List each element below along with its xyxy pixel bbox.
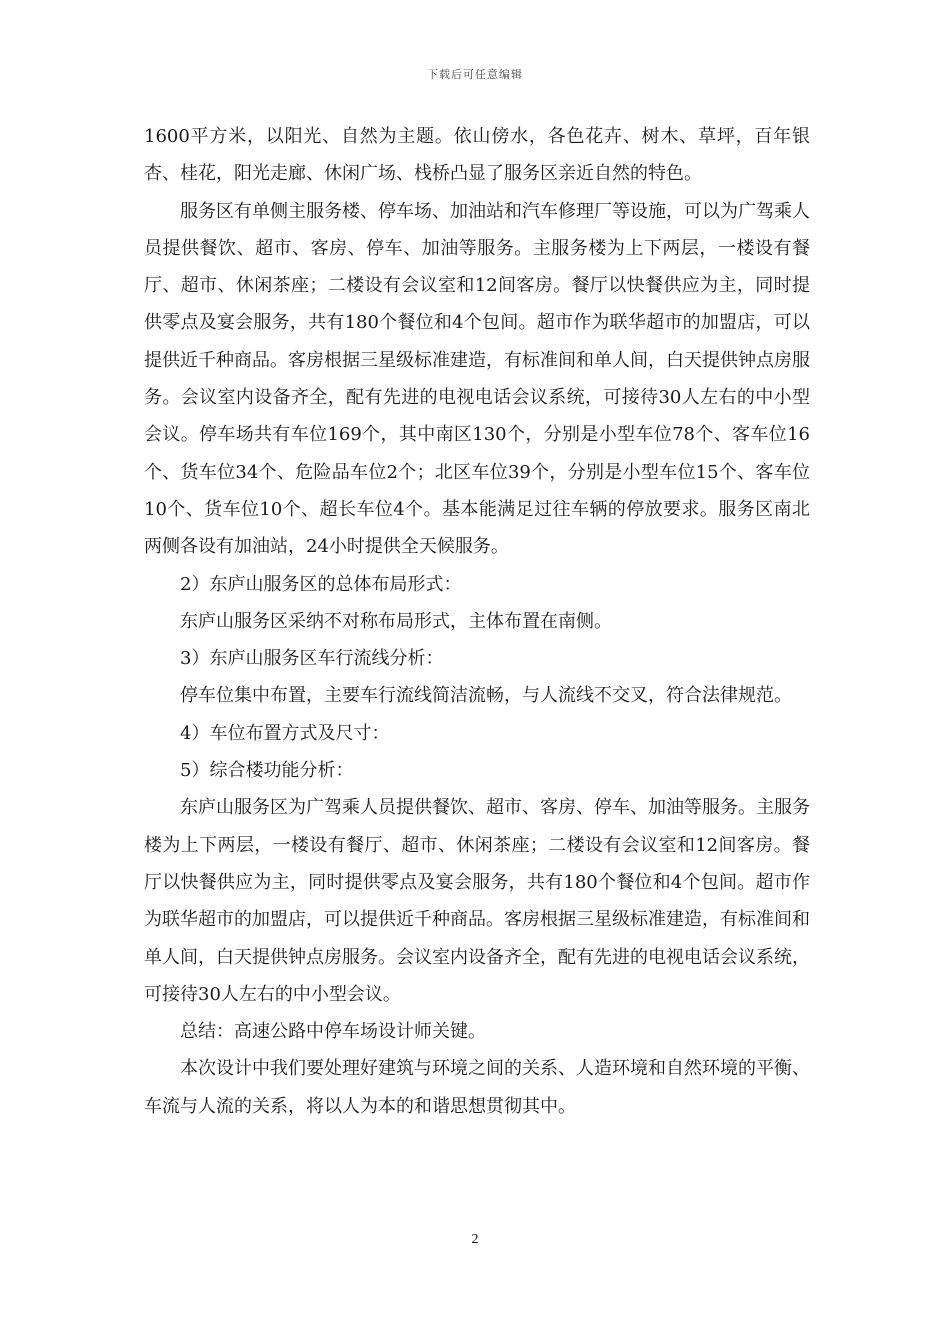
page-header: 下载后可任意编辑 <box>427 68 523 81</box>
section-heading: 4）车位布置方式及尺寸： <box>180 722 390 744</box>
paragraph: 服务区有单侧主服务楼、停车场、加油站和汽车修理厂等设施，可以为广驾乘人员提供餐饮、超市、客房、停车、加油等服务。主服务楼为上下两层，一楼设有餐厅、超市、休闲茶座；二楼设有会议室和12间客房。餐厅以快餐供应为主，同时提供零点及宴会服务，共有180个餐位和4个包间。超市作为联华超市的加盟店，可以提供近千种商品。客房根据三星级标准建造，有标准间和单人间，白天提供钟点房服务。会议室内设备齐全，配有先进的电视电话会议系统，可接待30人左右的中小型会议。停车场共有车位169个，其中南区130个，分别是小型车位78个、客车位16个、货车位34个、危险品车位2个；北区车位39个，分别是小型车位15个、客车位10个、货车位10个、超长车位4个。基本能满足过往车辆的停放要求。服务区南北两侧各设有加油站，24小时提供全天候服务。 <box>144 200 810 558</box>
paragraph: 本次设计中我们要处理好建筑与环境之间的关系、人造环境和自然环境的平衡、车流与人流的关系，将以人为本的和谐思想贯彻其中。 <box>144 1058 810 1117</box>
document-body <box>144 118 810 1125</box>
summary-paragraph: 总结：高速公路中停车场设计师关键。 <box>180 1021 486 1043</box>
section-heading: 2）东庐山服务区的总体布局形式： <box>180 573 462 595</box>
paragraph: 东庐山服务区为广驾乘人员提供餐饮、超市、客房、停车、加油等服务。主服务楼为上下两层，一楼设有餐厅、超市、休闲茶座；二楼设有会议室和12间客房。餐厅以快餐供应为主，同时提供零点及宴会服务，共有180个餐位和4个包间。超市作为联华超市的加盟店，可以提供近千种商品。客房根据三星级标准建造，有标准间和单人间，白天提供钟点房服务。会议室内设备齐全，配有先进的电视电话会议系统，可接待30人左右的中小型会议。 <box>144 797 810 1005</box>
section-heading: 3）东庐山服务区车行流线分析： <box>180 648 444 670</box>
section-heading: 5）综合楼功能分析： <box>180 760 354 782</box>
paragraph: 1600平方米，以阳光、自然为主题。依山傍水，各色花卉、树木、草坪，百年银杏、桂花，阳光走廊、休闲广场、栈桥凸显了服务区亲近自然的特色。 <box>144 126 810 185</box>
page-number: 2 <box>471 1232 479 1247</box>
paragraph: 东庐山服务区采纳不对称布局形式，主体布置在南侧。 <box>180 610 612 632</box>
paragraph: 停车位集中布置，主要车行流线简洁流畅，与人流线不交叉，符合法律规范。 <box>180 685 792 707</box>
